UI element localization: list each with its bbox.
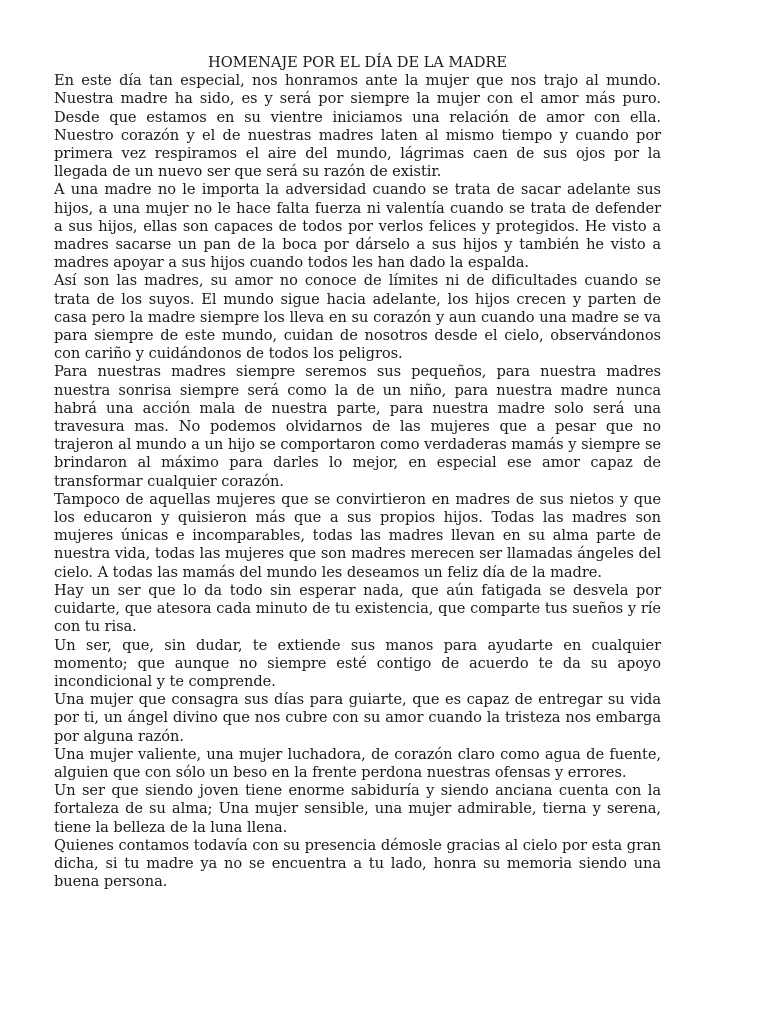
paragraph-9: Una mujer valiente, una mujer luchadora, de corazón claro como agua de fuente, alguien que con sólo un beso en la frente perdona nuestras ofensas y errores. (54, 745, 661, 781)
document-title: HOMENAJE POR EL DÍA DE LA MADRE (208, 54, 507, 71)
document-page (54, 54, 661, 891)
paragraph-6: Hay un ser que lo da todo sin esperar nada, que aún fatigada se desvela por cuidarte, que atesora cada minuto de tu existencia, que comparte tus sueños y ríe con tu risa. (54, 581, 661, 636)
paragraph-7: Un ser, que, sin dudar, te extiende sus manos para ayudarte en cualquier momento; que aunque no siempre esté contigo de acuerdo te da su apoyo incondicional y te comprende. (54, 636, 661, 690)
paragraph-11: Quienes contamos todavía con su presencia démosle gracias al cielo por esta gran dicha, si tu madre ya no se encuentra a tu lado, honra su memoria siendo una buena persona. (54, 836, 661, 891)
paragraph-4: Para nuestras madres siempre seremos sus pequeños, para nuestra madres nuestra sonrisa siempre será como la de un niño, para nuestra madre nunca habrá una acción mala de nuestra parte, para nuestra madre solo será una travesura mas. No podemos olvidarnos de las mujeres que a pesar que no trajeron al mundo a un hijo se comportaron como verdaderas mamás y siempre se brindaron al máximo para darles lo mejor, en especial ese amor capaz de transformar cualquier corazón. (54, 363, 661, 490)
paragraph-5: Tampoco de aquellas mujeres que se convirtieron en madres de sus nietos y que los educaron y quisieron más que a sus propios hijos. Todas las madres son mujeres únicas e incomparables, todas las madres llevan en su alma parte de nuestra vida, todas las mujeres que son madres merecen ser llamadas ángeles del cielo. A todas las mamás del mundo les deseamos un feliz día de la madre. (54, 490, 661, 581)
paragraph-2: A una madre no le importa la adversidad cuando se trata de sacar adelante sus hijos, a una mujer no le hace falta fuerza ni valentía cuando se trata de defender a sus hijos, ellas son capaces de todos por verlos felices y protegidos. He visto a madres sacarse un pan de la boca por dárselo a sus hijos y también he visto a madres apoyar a sus hijos cuando todos les han dado la espalda. (54, 181, 661, 272)
paragraph-1: En este día tan especial, nos honramos ante la mujer que nos trajo al mundo. Nuestra madre ha sido, es y será por siempre la mujer con el amor más puro. Desde que estamos en su vientre iniciamos una relación de amor con ella. Nuestro corazón y el de nuestras madres laten al mismo tiempo y cuando por primera vez respiramos el aire del mundo, lágrimas caen de sus ojos por la llegada de un nuevo ser que será su razón de existir. (54, 72, 661, 181)
paragraph-10: Un ser que siendo joven tiene enorme sabiduría y siendo anciana cuenta con la fortaleza de su alma; Una mujer sensible, una mujer admirable, tierna y serena, tiene la belleza de la luna llena. (54, 782, 661, 836)
paragraph-3: Así son las madres, su amor no conoce de límites ni de dificultades cuando se trata de los suyos. El mundo sigue hacia adelante, los hijos crecen y parten de casa pero la madre siempre los lleva en su corazón y aun cuando una madre se va para siempre de este mundo, cuidan de nosotros desde el cielo, observándonos con cariño y cuidándonos de todos los peligros. (54, 272, 661, 363)
paragraph-8: Una mujer que consagra sus días para guiarte, que es capaz de entregar su vida por ti, un ángel divino que nos cubre con su amor cuando la tristeza nos embarga por alguna razón. (54, 691, 661, 745)
